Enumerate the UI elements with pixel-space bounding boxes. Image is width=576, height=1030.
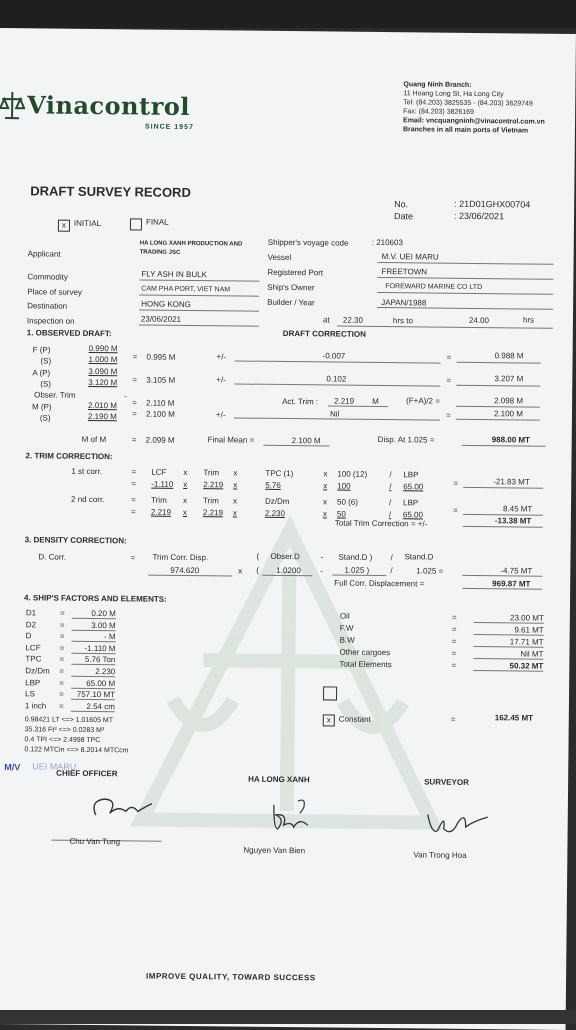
factor-value: 5.76 Ton [71,655,115,665]
trim-row2-cell: x [323,481,327,490]
time-hrs-to: hrs to [393,316,413,325]
mofm-label: M of M [82,435,107,444]
time-hrs: hrs [523,315,534,324]
factor-label: TPC [25,655,41,664]
equals-sign: = [59,678,64,687]
element-value: 50.32 MT [473,661,543,672]
trim-row4-cell: x [323,509,327,518]
fp-value: 0.990 M [89,344,118,353]
port-label: Registered Port [267,268,323,278]
factor-label: D1 [26,608,36,617]
branch-network: Branches in all main ports of Vietnam [403,125,545,135]
time-from: 22.30 [343,316,363,325]
branch-email: Email: vncquangninh@vinacontrol.com.vn [403,116,545,126]
trim-row3-cell: 50 (6) [337,498,358,507]
act-trim-label: Act. Trim : [282,397,318,406]
factor-value: 2.54 cm [71,702,115,712]
draft-survey-document: Vinacontrol SINCE 1957 Quang Ninh Branch: 11 Hoang Long St, Ha Long City Tel: (84.203) 3825535 - (84.203) 3629749 Fax: (84.203) 3826169 Email: vncquangninh@vinacontrol.com.vn Branches in all main ports of Vietnam DRAFT SURVEY RECORD No. : 21D01GHX00704 Date : 23/06/2021 x INITIAL FINAL Applicant HA LONG XANH PRODUCTION AND TRADING JSC Commodity FLY ASH IN BULK Place of survey CAM PHA PORT, VIET NAM Destination HONG KONG Inspection on 23/06/2021 Shipper's voyage code : 210603 Vessel M.V. UEI MARU Registered Port FREETOWN Ship's Owner FOREWARD MARINE CO LTD Builder / Year JAPAN/1988 at 22.30 hrs to 24.00 hrs 1. OBSERVED DRAFT: DRAFT CORRECTION F (P) 0.990 M (S) 1.000 M A (P) 3.090 M (S) 3.120 M Obser. Trim - M (P) 2.010 M (S) 2.190 M 0.995 M 3.105 M 2.110 M 2.100 M = = = = +/- +/- +/- -0.007 0.102 Nil Act. Trim : 2.219 M (F+A)/2 = = = = 0.988 M 3.207 M 2.098 M 2.100 M M of M = 2.099 M Final Mean = 2.100 M Disp. At 1.025 = 988.00 MT 2. TRIM CORRECTION: 1 st corr. 2 nd corr. = = = = LCF x Trim x TPC (1) x 100 (12) / LBP -1.110 x 2.219 x 5.76 x 100 / 65.00 Trim x Trim x Dz/Dm x 50 (6) / LBP 2.219 x 2.219 x 2.230 x 50 / 65.00 = = -21.83 MT 8.45 MT Total Trim Correction = +/- -13.38 MT 3. DENSITY CORRECTION: D. Corr. = Trim Corr. Disp. ( Obser.D - Stand.D ) / Stand.D 974.620 x ( 1.0200 - 1.025 ) / 1.025 = -4.75 MT Full Corr. Displacement = 969.87 MT 4. SHIP'S FACTORS AND ELEMENTS: D1 = 0.20 M D2 = 3.00 M D = - M LCF = -1.110 M TPC = 5.76 Ton Dz/Dm = 2.230 LBP = 65.00 M LS = 757.10 MT 1 inch = 2.54 cm 0.98421 LT <=> 1.01605 MT 35.316 Ft³ <=> 0.0283 M³ 0.4 TPI <=> 2.4998 TPC 0.122 MTCin <=> 8.2014 MTCcm Oil = 23.00 MT F.W = 9.61 MT B.W = 17.71 MT Other cargoes = Nil MT Total Elements = 50.32 MT x Constant = 162.45 MT M/V UEI MARU CHIEF OFFICER HA LONG XANH SURVEYOR Chu Van Tung Nguyen Van Bien Van Trong Hoa IMPROVE QUALITY, TOWARD SUCCESS [0,28,576,1030]
trim-result-2: 8.45 MT [503,504,532,513]
mofm-value: 2.099 M [146,436,175,445]
trim-row4-cell: 2.219 [151,508,171,517]
initial-label: INITIAL [74,219,101,228]
vessel-value: M.V. UEI MARU [382,252,439,262]
factor-value: 65.00 M [71,678,115,688]
owner-value: FOREWARD MARINE CO LTD [385,283,482,291]
no-value: : 21D01GHX00704 [454,199,530,210]
as-value: 3.120 M [88,378,117,387]
element-label: Total Elements [339,660,392,670]
surveyor-name: Van Trong Hoa [413,850,466,860]
element-value: 23.00 MT [474,613,544,624]
brand-name: Vinacontrol [27,90,190,121]
trim-row1-cell: TPC (1) [265,469,293,478]
initial-checkbox[interactable]: x [58,220,70,232]
equals-sign: = [59,667,64,676]
final-mean-label: Final Mean = [208,435,255,444]
trim-value: 2.110 M [146,399,174,408]
element-value: 17.71 MT [474,637,544,648]
equals-sign: = [59,690,64,699]
equals-sign: = [452,637,457,646]
act-trim-unit: M [372,397,379,406]
element-label: Oil [340,612,350,621]
factor-value: 2.230 [71,667,115,677]
disp-label: Disp. At 1.025 = [378,435,435,445]
density-h2: Obser.D [270,552,299,561]
ms-label: (S) [40,413,51,422]
builder-value: JAPAN/1988 [381,298,426,307]
element-value: Nil MT [473,649,543,660]
trim-row1-cell: x [233,468,237,477]
equals-sign: = [451,649,456,658]
factor-value: 0.20 M [72,609,116,619]
fs-label: (S) [40,356,51,365]
factor-label: D [26,631,32,640]
trim-row2-cell: / [389,482,391,491]
trim-row4-cell: 2.219 [203,508,223,517]
equals-sign: = [452,613,457,622]
disp-value: 988.00 MT [492,435,530,444]
m-correction: Nil [330,409,339,418]
background-bottom [0,1010,576,1024]
trim-row2-cell: 5.76 [265,481,281,490]
equals-sign: = [451,661,456,670]
surveyor-label: SURVEYOR [424,777,469,786]
fs-value: 1.000 M [88,355,117,364]
factor-label: LCF [25,643,40,652]
branch-fax: Fax: (84.203) 3826169 [403,107,545,117]
time-at-label: at [323,315,330,324]
empty-checkbox[interactable] [323,686,337,700]
constant-value: 162.45 MT [495,713,533,722]
owner-label: Ship's Owner [267,283,314,292]
total-trim-label: Total Trim Correction = +/- [335,519,428,529]
record-title: DRAFT SURVEY RECORD [30,183,191,200]
factor-label: LBP [25,678,40,687]
fp-label: F (P) [33,345,51,354]
trim-row3-cell: / [389,498,391,507]
surveyor-signature [421,806,491,843]
section-density-correction: 3. DENSITY CORRECTION: [25,535,127,545]
density-h4: Stand.D [404,552,433,561]
vessel-label: Vessel [268,253,292,262]
trim-row4-cell: 2.230 [265,509,285,518]
trim-row1-cell: LBP [403,470,418,479]
factor-value: -1.110 M [71,644,115,654]
section-trim-correction: 2. TRIM CORRECTION: [25,451,112,461]
full-corr-label: Full Corr. Displacement = [334,579,424,589]
a-mean: 3.105 M [146,376,175,385]
a-correction: 0.102 [326,374,346,383]
ap-value: 3.090 M [88,367,117,376]
equals-sign: = [59,701,64,710]
destination-label: Destination [27,301,67,310]
no-label: No. [394,199,408,209]
f-result: 0.988 M [495,351,524,360]
final-label: FINAL [146,218,169,227]
mp-label: M (P) [32,402,52,411]
f-correction: -0.007 [323,351,346,360]
trim-row1-cell: x [183,468,187,477]
full-corr-value: 969.87 MT [492,579,530,588]
factor-list [0,28,576,34]
halong-label: HA LONG XANH [248,775,310,785]
factor-value: 3.00 M [72,620,116,630]
mp-value: 2.010 M [88,401,117,410]
as-label: (S) [40,379,51,388]
pm-m: +/- [216,410,226,419]
m-result: 2.100 M [494,409,523,418]
date-value: : 23/06/2021 [454,211,504,222]
chief-officer-label: CHIEF OFFICER [56,769,117,779]
chief-officer-name: Chu Van Tung [69,837,120,847]
branch-title: Quang Ninh Branch: [403,80,545,90]
commodity-value: FLY ASH IN BULK [141,269,207,279]
density-h3: Stand.D ) [338,553,372,562]
obs-trim-value: - [124,391,127,400]
chief-officer-signature [88,791,158,828]
footer-slogan: IMPROVE QUALITY, TOWARD SUCCESS [146,972,316,983]
mv-stamp-name: UEI MARU [32,761,76,771]
voyage-label: Shipper's voyage code [268,238,349,248]
time-to: 24.00 [469,316,489,325]
inspection-value: 23/06/2021 [141,314,181,323]
trim-row3-cell: Trim [203,496,219,505]
fa2-label: (F+A)/2 = [406,396,440,405]
voyage-value: : 210603 [372,238,403,247]
density-v2: 1.0200 [276,566,301,575]
fa2-result: 2.098 M [494,396,523,405]
element-value: 9.61 MT [474,625,544,636]
draft-correction-heading: DRAFT CORRECTION [283,329,366,339]
conversion-list [0,28,576,34]
trim-row3-cell: Trim [151,496,167,505]
pm-f: +/- [217,352,227,361]
density-result: -4.75 MT [500,566,532,575]
ap-label: A (P) [32,368,50,377]
ms-value: 2.190 M [88,412,117,421]
m-mean: 2.100 M [146,410,175,419]
inspection-label: Inspection on [27,316,75,325]
trim-row1-cell: x [323,469,327,478]
constant-checkbox[interactable]: x [323,714,335,726]
final-mean-value: 2.100 M [292,436,321,445]
equals-sign: = [59,655,64,664]
f-mean: 0.995 M [147,353,176,362]
act-trim-value: 2.219 [334,397,354,406]
trim-row3-cell: x [323,497,327,506]
a-result: 3.207 M [494,374,523,383]
date-label: Date [394,211,413,221]
trim-row2-cell: 65.00 [403,482,423,491]
obs-trim-label: Obser. Trim [34,390,75,399]
section-observed-draft: 1. OBSERVED DRAFT: [27,328,112,338]
trim-row2-cell: 2.219 [203,480,223,489]
place-label: Place of survey [27,287,82,297]
dcorr-label: D. Corr. [38,552,66,561]
factor-value: - M [72,632,116,642]
trim-row3-cell: Dz/Dm [265,497,290,506]
background-top [0,0,576,28]
second-corr-label: 2 nd corr. [71,495,104,504]
equals-sign: = [60,632,65,641]
brand-since: SINCE 1957 [145,124,194,132]
halong-signature [268,795,318,836]
conversion-line: 35.316 Ft³ <=> 0.0283 M³ [25,726,105,734]
trim-row4-cell: 50 [337,510,346,519]
trim-row4-cell: / [389,510,391,519]
applicant-label: Applicant [28,249,61,258]
factor-label: Dz/Dm [25,666,50,675]
section-ship-factors: 4. SHIP'S FACTORS AND ELEMENTS: [24,593,167,603]
trim-row1-cell: Trim [203,468,219,477]
trim-row1-cell: / [389,470,391,479]
trim-row3-cell: x [183,496,187,505]
trim-row2-cell: -1.110 [151,480,173,489]
branch-info [403,80,545,135]
factor-value: 757.10 MT [71,690,115,700]
pm-a: +/- [216,375,226,384]
trim-row3-cell: LBP [403,498,418,507]
builder-label: Builder / Year [267,298,315,307]
trim-row1-cell: LCF [151,468,166,477]
trim-row2-cell: 100 [337,482,350,491]
element-label: F.W [340,624,354,633]
equals-sign: = [60,620,65,629]
density-v4: 1.025 = [416,566,443,575]
trim-row1-cell: 100 (12) [337,470,367,479]
trim-row2-cell: x [183,480,187,489]
commodity-label: Commodity [27,272,68,281]
applicant-value: HA LONG XANH PRODUCTION AND TRADING JSC [140,239,260,258]
halong-rep-name: Nguyen Van Bien [243,846,305,856]
trim-formula-grid [0,28,576,34]
equals-sign: = [452,625,457,634]
trim-row4-cell: 65.00 [403,510,423,519]
conversion-line: 0.4 TPI <=> 2.4998 TPC [25,736,101,744]
factor-label: D2 [26,620,36,629]
element-label: B.W [340,636,355,645]
density-v1: 974.620 [170,566,199,575]
factor-label: LS [25,689,35,698]
element-label: Other cargoes [339,648,390,658]
density-h1: Trim Corr. Disp. [152,553,208,563]
trim-row3-cell: x [233,496,237,505]
factor-label: 1 inch [25,701,46,710]
trim-row4-cell: x [233,508,237,517]
total-trim-value: -13.38 MT [495,516,532,525]
destination-value: HONG KONG [141,299,191,309]
port-value: FREETOWN [381,267,427,276]
scale-icon [0,90,25,120]
trim-result-1: -21.83 MT [493,477,530,486]
trim-row2-cell: x [233,480,237,489]
element-list [0,28,576,34]
trim-row4-cell: x [183,508,187,517]
branch-address: 11 Hoang Long St, Ha Long City [403,89,545,99]
equals-sign: = [59,643,64,652]
first-corr-label: 1 st corr. [71,467,102,476]
final-checkbox[interactable] [130,218,142,230]
conversion-line: 0.122 MTCin <=> 8.2014 MTCcm [24,746,128,754]
mv-label: M/V [4,762,20,772]
constant-label: Constant [339,715,371,724]
equals-sign: = [60,609,65,618]
density-v3: 1.025 ) [344,566,369,575]
place-value: CAM PHA PORT, VIET NAM [141,285,230,293]
conversion-line: 0.98421 LT <=> 1.01605 MT [25,716,113,724]
branch-tel: Tel: (84.203) 3825535 - (84.203) 3629749 [403,98,545,108]
